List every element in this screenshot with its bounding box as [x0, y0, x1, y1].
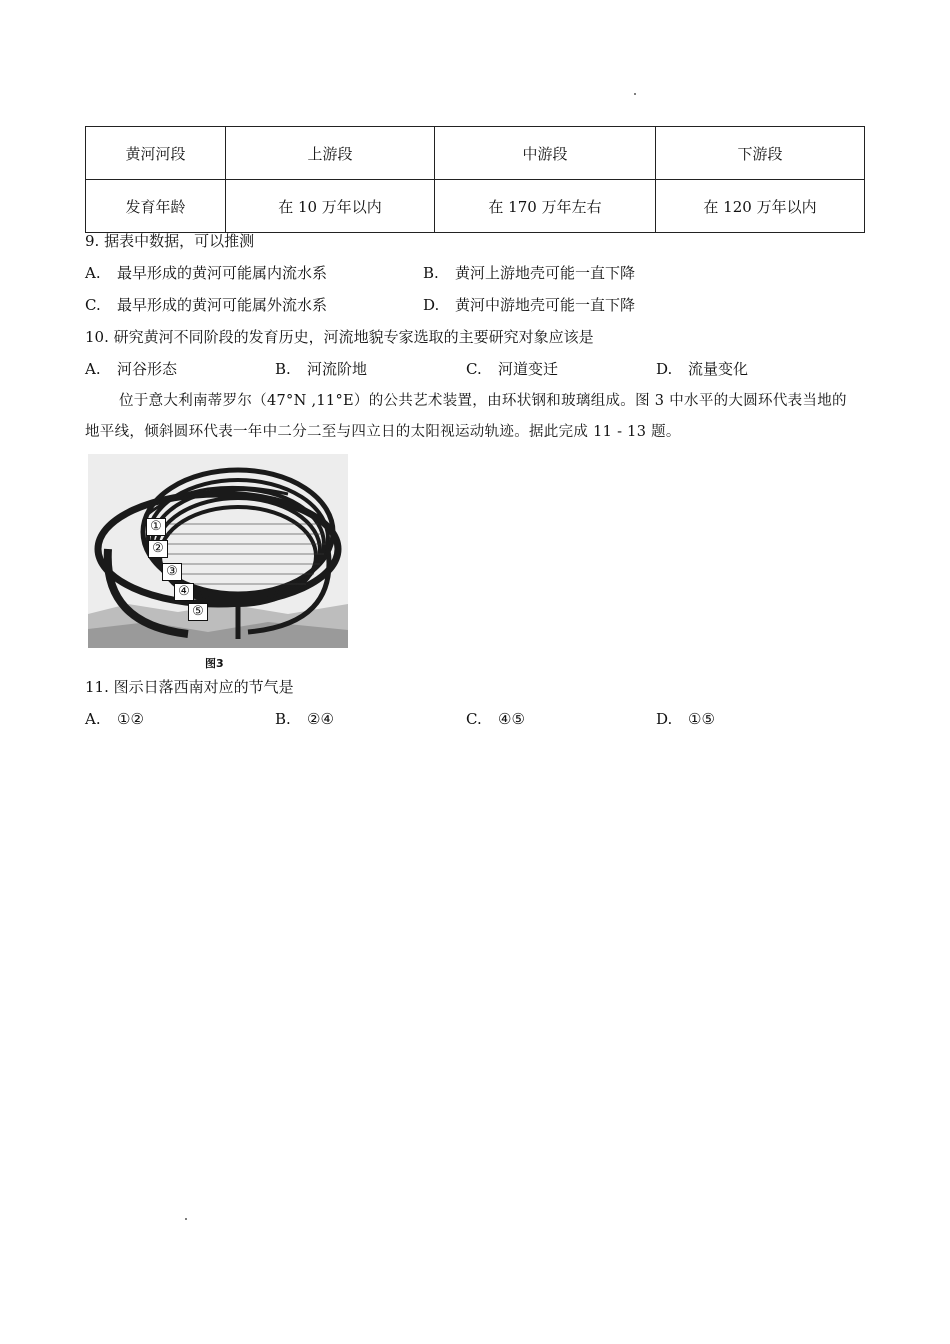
option-key: A.: [85, 264, 101, 282]
option-key: C.: [466, 360, 482, 378]
label-2: ②: [148, 540, 168, 558]
option-key: A.: [85, 360, 101, 378]
label-3: ③: [162, 563, 182, 581]
table-cell: 在 10 万年以内: [226, 180, 435, 233]
q9-stem: 9. 据表中数据，可以推测: [85, 232, 255, 250]
option-text: ④⑤: [498, 710, 525, 728]
label-4: ④: [174, 583, 194, 601]
table-cell: 下游段: [656, 127, 865, 180]
option-key: C.: [85, 296, 101, 314]
option-text: 黄河上游地壳可能一直下降: [455, 264, 636, 282]
option-text: 流量变化: [688, 360, 749, 378]
passage-text: 位于意大利南蒂罗尔（47°N ,11°E）的公共艺术装置，由环状钢和玻璃组成。图 3 中水平的大圆环代表当地的地平线，倾斜圆环代表一年中二分二至与四立日的太阳视运动轨迹。据此完成 11 - 13 题。: [85, 393, 847, 440]
option-key: B.: [275, 710, 291, 728]
table-cell: 在 120 万年以内: [656, 180, 865, 233]
option-text: 最早形成的黄河可能属外流水系: [117, 296, 328, 314]
q10-option-d[interactable]: [656, 359, 748, 379]
q10-stem: 10. 研究黄河不同阶段的发育历史，河流地貌专家选取的主要研究对象应该是: [85, 328, 594, 346]
option-key: D.: [423, 296, 440, 314]
option-key: D.: [656, 360, 673, 378]
option-text: 河谷形态: [117, 360, 178, 378]
option-key: A.: [85, 710, 101, 728]
q11-option-a[interactable]: [85, 709, 144, 729]
q9-option-b[interactable]: [423, 263, 635, 283]
table-cell: 发育年龄: [86, 180, 226, 233]
option-key: D.: [656, 710, 673, 728]
table-cell: 黄河河段: [86, 127, 226, 180]
q9-option-a[interactable]: [85, 263, 327, 283]
q11-option-d[interactable]: [656, 709, 715, 729]
option-key: B.: [275, 360, 291, 378]
q10-option-b[interactable]: [275, 359, 367, 379]
river-age-table: [85, 126, 865, 233]
table-row: [86, 180, 865, 233]
option-text: ②④: [307, 710, 334, 728]
option-text: 河道变迁: [498, 360, 559, 378]
q9-option-c[interactable]: [85, 295, 327, 315]
option-text: 河流阶地: [307, 360, 368, 378]
label-5: ⑤: [188, 603, 208, 621]
option-key: C.: [466, 710, 482, 728]
option-key: B.: [423, 264, 439, 282]
sun-path-sculpture-image: [88, 454, 348, 648]
q11-option-b[interactable]: [275, 709, 334, 729]
top-mark: [634, 93, 636, 95]
passage: [85, 386, 860, 448]
option-text: ①⑤: [688, 710, 715, 728]
sculpture-drawing: [88, 454, 348, 648]
figure-caption: 图3: [205, 657, 224, 670]
option-text: ①②: [117, 710, 144, 728]
q11-stem: 11. 图示日落西南对应的节气是: [85, 678, 294, 696]
option-text: 最早形成的黄河可能属内流水系: [117, 264, 328, 282]
table-cell: 上游段: [226, 127, 435, 180]
table-row: [86, 127, 865, 180]
q11-option-c[interactable]: [466, 709, 525, 729]
table-cell: 中游段: [435, 127, 656, 180]
option-text: 黄河中游地壳可能一直下降: [455, 296, 636, 314]
label-1: ①: [146, 518, 166, 536]
bottom-mark: [185, 1218, 187, 1220]
q9-option-d[interactable]: [423, 295, 635, 315]
table-cell: 在 170 万年左右: [435, 180, 656, 233]
q10-option-a[interactable]: [85, 359, 177, 379]
q10-option-c[interactable]: [466, 359, 558, 379]
